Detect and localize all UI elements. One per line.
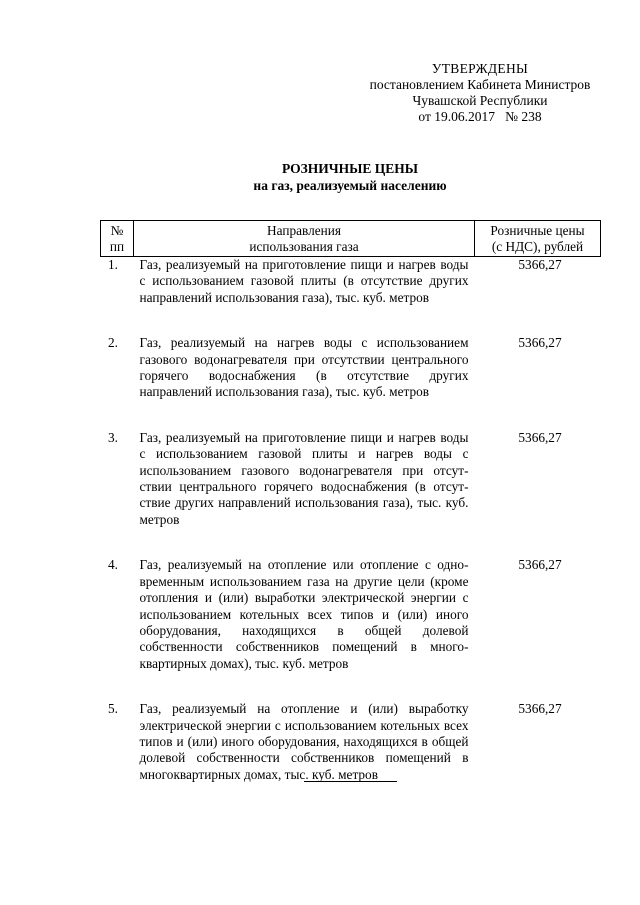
table-row (101, 430, 601, 557)
approval-line-1: постановлением Кабинета Министров (369, 77, 591, 92)
title-main: РОЗНИЧНЫЕ ЦЕНЫ (281, 161, 419, 176)
row-description: Газ, реализуемый на приготовление пищи и нагрев воды с использованием газовой плиты и нагрев воды с использованием газового водонагревателя при отсутствии центрального горячего водоснабжения (в отсутствие других направлений использования газа), тыс. куб. метров (139, 429, 469, 527)
row-description: Газ, реализуемый на отопление или отопление с одновременным использованием газа на другие цели (кроме отопления и (или) выработки электрической энергии с использованием котельных всех типов и (или) иного оборудования, находящихся в общей долевой собственности собственников помещений в многоквартирных домах), тыс. куб. метров (139, 557, 469, 671)
row-number: 1. (108, 257, 118, 272)
row-price: 5366,27 (518, 257, 562, 272)
title-sub: на газ, реализуемый населению (253, 178, 447, 193)
approval-heading: УТВЕРЖДЕНЫ (431, 61, 529, 76)
row-number: 3. (108, 429, 118, 445)
document-title (100, 160, 600, 194)
row-price: 5366,27 (518, 429, 562, 445)
row-price: 5366,27 (518, 335, 562, 351)
header-price-line2: (с НДС), рублей (491, 239, 584, 254)
approval-line-2: Чувашской Республики (412, 93, 548, 108)
price-table-container (100, 220, 600, 812)
row-number: 5. (108, 701, 118, 717)
header-description-line1: Направления (267, 223, 341, 238)
closing-divider (304, 781, 397, 782)
row-number: 4. (108, 557, 118, 573)
table-row (101, 557, 601, 701)
table-row (101, 257, 601, 336)
table-header-row (101, 221, 601, 257)
header-number (101, 221, 134, 257)
row-price: 5366,27 (518, 557, 562, 573)
approval-line-3: от 19.06.2017 № 238 (418, 109, 542, 124)
row-description: Газ, реализуемый на отопление и (или) выработку электрической энергии с использованием котельных всех типов и (или) иного оборудования, находящихся в общей долевой собственности собственников помещений в многоквартирных домах, тыс. куб. метров (139, 701, 469, 782)
row-description: Газ, реализуемый на приготовление пищи и нагрев воды с использованием газовой плиты (в отсутствие других направлений использования газа), тыс. куб. метров (139, 257, 469, 305)
header-number-line1: № (110, 223, 124, 238)
row-description: Газ, реализуемый на нагрев воды с использованием газового водонагревателя при отсутствии центрального горячего водоснабжения (в отсутствие других направлений использования газа), тыс. куб. метров (139, 335, 469, 400)
table-row (101, 701, 601, 812)
header-price (475, 221, 601, 257)
header-description-line2: использования газа (249, 239, 359, 254)
approval-block (360, 61, 600, 125)
price-table (100, 220, 601, 812)
row-price: 5366,27 (518, 701, 562, 717)
row-number: 2. (108, 335, 118, 351)
header-price-line1: Розничные цены (490, 223, 585, 238)
table-row (101, 335, 601, 430)
header-description (134, 221, 475, 257)
header-number-line2: пп (109, 239, 125, 254)
